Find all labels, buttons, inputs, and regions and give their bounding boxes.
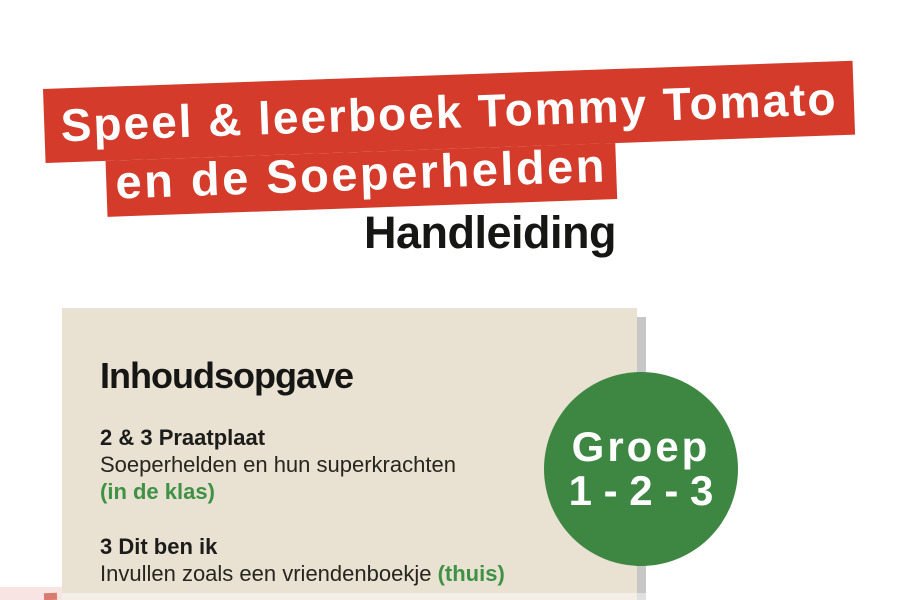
- toc-entry: [100, 533, 617, 587]
- title-line-1: Speel & leerboek Tommy Tomato: [59, 72, 839, 152]
- toc-entry: [100, 424, 617, 505]
- toc-entry-description-text: Invullen zoals een vriendenboekje: [100, 561, 432, 586]
- toc-entry-description: Soeperhelden en hun superkrachten: [100, 452, 456, 477]
- toc-heading: Inhoudsopgave: [100, 355, 354, 396]
- page-gap-strip: [0, 593, 900, 600]
- title-line-2: en de Soeperhelden: [114, 137, 608, 209]
- badge-line-2: 1 - 2 - 3: [568, 467, 714, 514]
- toc-entry-location: (in de klas): [100, 479, 215, 504]
- badge-line-1: Groep: [571, 423, 711, 470]
- groep-badge: [544, 372, 738, 566]
- toc-entry-title: 2 & 3 Praatplaat: [100, 425, 266, 450]
- title-banner: [43, 61, 857, 219]
- toc-entry-location: (thuis): [437, 561, 505, 586]
- next-page-fragment: [44, 593, 57, 600]
- toc-entry-title: 3 Dit ben ik: [100, 534, 218, 559]
- subtitle: Handleiding: [364, 207, 616, 258]
- title-banner-row-2: [106, 137, 618, 217]
- toc-entry-description: [100, 560, 617, 587]
